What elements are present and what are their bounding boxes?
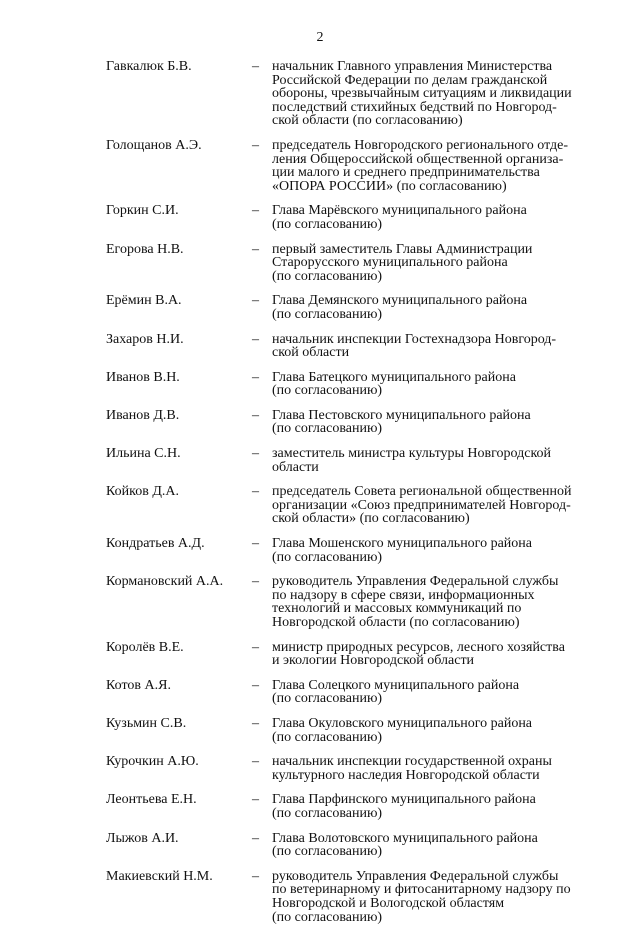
list-item: [0, 679, 640, 706]
position-line: Глава Окуловского муниципального района: [272, 715, 533, 731]
dash-separator: –: [252, 59, 259, 74]
dash-separator: –: [252, 677, 259, 693]
member-position: [272, 641, 602, 668]
position-line: (по согласованию): [272, 216, 383, 232]
position-line: первый заместитель Главы Администрации: [272, 241, 533, 257]
member-position: [272, 204, 602, 231]
list-item: [0, 575, 640, 629]
position-line: Российской Федерации по делам гражданской: [272, 72, 548, 88]
member-name: Ильина С.Н.: [106, 446, 181, 462]
position-line: последствий стихийных бедствий по Новгород-: [272, 99, 557, 115]
dash-separator: –: [252, 792, 259, 808]
dash-separator: –: [252, 203, 259, 219]
dash-separator: –: [252, 484, 259, 500]
position-line: (по согласованию): [272, 844, 383, 860]
list-item: [0, 333, 640, 360]
list-item: [0, 755, 640, 782]
position-line: культурного наследия Новгородской области: [272, 767, 540, 783]
position-line: председатель Новгородского регионального отде-: [272, 137, 569, 153]
member-name: Леонтьева Е.Н.: [106, 792, 197, 808]
member-name: Курочкин А.Ю.: [106, 754, 199, 770]
position-line: (по согласованию): [272, 383, 383, 399]
position-line: и экологии Новгородской области: [272, 653, 475, 669]
list-item: [0, 485, 640, 526]
dash-separator: –: [252, 241, 259, 257]
member-position: [272, 537, 602, 564]
member-name: Лыжов А.И.: [106, 830, 179, 846]
dash-separator: –: [252, 369, 259, 385]
position-line: организации «Союз предпринимателей Новгород-: [272, 497, 571, 513]
member-position: [272, 679, 602, 706]
list-item: [0, 870, 640, 924]
member-position: [272, 755, 602, 782]
position-line: (по согласованию): [272, 421, 383, 437]
member-name: Кормановский А.А.: [106, 574, 224, 590]
dash-separator: –: [252, 574, 259, 590]
position-line: Глава Мошенского муниципального района: [272, 536, 532, 552]
member-name: Егорова Н.В.: [106, 241, 184, 257]
position-line: ления Общероссийской общественной организа-: [272, 151, 564, 167]
position-line: Новгородской области (по согласованию): [272, 615, 520, 630]
position-line: (по согласованию): [272, 268, 383, 284]
position-line: ской области (по согласованию): [272, 113, 463, 129]
member-position: [272, 870, 602, 924]
position-line: Глава Демянского муниципального района: [272, 293, 528, 309]
member-list: [0, 60, 640, 935]
member-name: Иванов Д.В.: [106, 407, 180, 423]
member-name: Иванов В.Н.: [106, 369, 180, 385]
list-item: [0, 447, 640, 474]
position-line: ской области: [272, 345, 350, 361]
list-item: [0, 793, 640, 820]
member-name: Кондратьев А.Д.: [106, 536, 205, 552]
position-line: обороны, чрезвычайным ситуациям и ликвидации: [272, 86, 572, 102]
member-name: Горкин С.И.: [106, 203, 179, 219]
member-name: Голощанов А.Э.: [106, 137, 202, 153]
member-name: Гавкалюк Б.В.: [106, 59, 192, 74]
position-line: технологий и массовых коммуникаций по: [272, 601, 522, 617]
position-line: Глава Парфинского муниципального района: [272, 792, 536, 808]
position-line: (по согласованию): [272, 691, 383, 707]
dash-separator: –: [252, 293, 259, 309]
position-line: руководитель Управления Федеральной службы: [272, 574, 559, 590]
position-line: ской области» (по согласованию): [272, 511, 470, 527]
position-line: Глава Пестовского муниципального района: [272, 407, 531, 423]
position-line: начальник инспекции государственной охраны: [272, 754, 552, 770]
member-position: [272, 243, 602, 284]
member-name: Королёв В.Е.: [106, 639, 184, 655]
member-position: [272, 485, 602, 526]
position-line: по надзору в сфере связи, информационных: [272, 587, 535, 603]
list-item: [0, 717, 640, 744]
position-line: Глава Солецкого муниципального района: [272, 677, 520, 693]
dash-separator: –: [252, 754, 259, 770]
position-line: Старорусского муниципального района: [272, 255, 508, 271]
member-position: [272, 447, 602, 474]
member-name: Захаров Н.И.: [106, 331, 184, 347]
member-name: Койков Д.А.: [106, 484, 179, 500]
dash-separator: –: [252, 137, 259, 153]
member-position: [272, 139, 602, 193]
dash-separator: –: [252, 868, 259, 884]
list-item: [0, 204, 640, 231]
position-line: (по согласованию): [272, 805, 383, 821]
position-line: министр природных ресурсов, лесного хозяйства: [272, 639, 565, 655]
list-item: [0, 537, 640, 564]
dash-separator: –: [252, 407, 259, 423]
position-line: Глава Батецкого муниципального района: [272, 369, 516, 385]
list-item: [0, 641, 640, 668]
member-name: Макиевский Н.М.: [106, 868, 213, 884]
member-position: [272, 409, 602, 436]
member-position: [272, 717, 602, 744]
member-position: [272, 575, 602, 629]
position-line: Глава Волотовского муниципального района: [272, 830, 538, 846]
member-position: [272, 371, 602, 398]
list-item: [0, 243, 640, 284]
list-item: [0, 60, 640, 128]
position-line: Глава Марёвского муниципального района: [272, 203, 527, 219]
position-line: (по согласованию): [272, 909, 383, 925]
position-line: начальник Главного управления Министерства: [272, 59, 553, 74]
member-position: [272, 832, 602, 859]
member-name: Котов А.Я.: [106, 677, 171, 693]
page-number: 2: [316, 30, 324, 45]
member-position: [272, 793, 602, 820]
list-item: [0, 409, 640, 436]
member-position: [272, 60, 602, 128]
position-line: по ветеринарному и фитосанитарному надзору по: [272, 882, 571, 898]
dash-separator: –: [252, 446, 259, 462]
dash-separator: –: [252, 536, 259, 552]
position-line: «ОПОРА РОССИИ» (по согласованию): [272, 178, 507, 194]
position-line: ции малого и среднего предпринимательства: [272, 165, 540, 181]
dash-separator: –: [252, 830, 259, 846]
dash-separator: –: [252, 639, 259, 655]
position-line: начальник инспекции Гостехнадзора Новгород-: [272, 331, 557, 347]
member-position: [272, 333, 602, 360]
list-item: [0, 832, 640, 859]
position-line: (по согласованию): [272, 549, 383, 565]
position-line: (по согласованию): [272, 729, 383, 745]
dash-separator: –: [252, 715, 259, 731]
member-position: [272, 294, 602, 321]
list-item: [0, 294, 640, 321]
member-name: Ерёмин В.А.: [106, 293, 182, 309]
position-line: руководитель Управления Федеральной службы: [272, 868, 559, 884]
position-line: области: [272, 459, 319, 475]
position-line: председатель Совета региональной общественной: [272, 484, 572, 500]
list-item: [0, 139, 640, 193]
position-line: (по согласованию): [272, 306, 383, 322]
position-line: Новгородской и Вологодской областям: [272, 895, 505, 911]
list-item: [0, 371, 640, 398]
member-name: Кузьмин С.В.: [106, 715, 187, 731]
dash-separator: –: [252, 331, 259, 347]
position-line: заместитель министра культуры Новгородской: [272, 446, 552, 462]
